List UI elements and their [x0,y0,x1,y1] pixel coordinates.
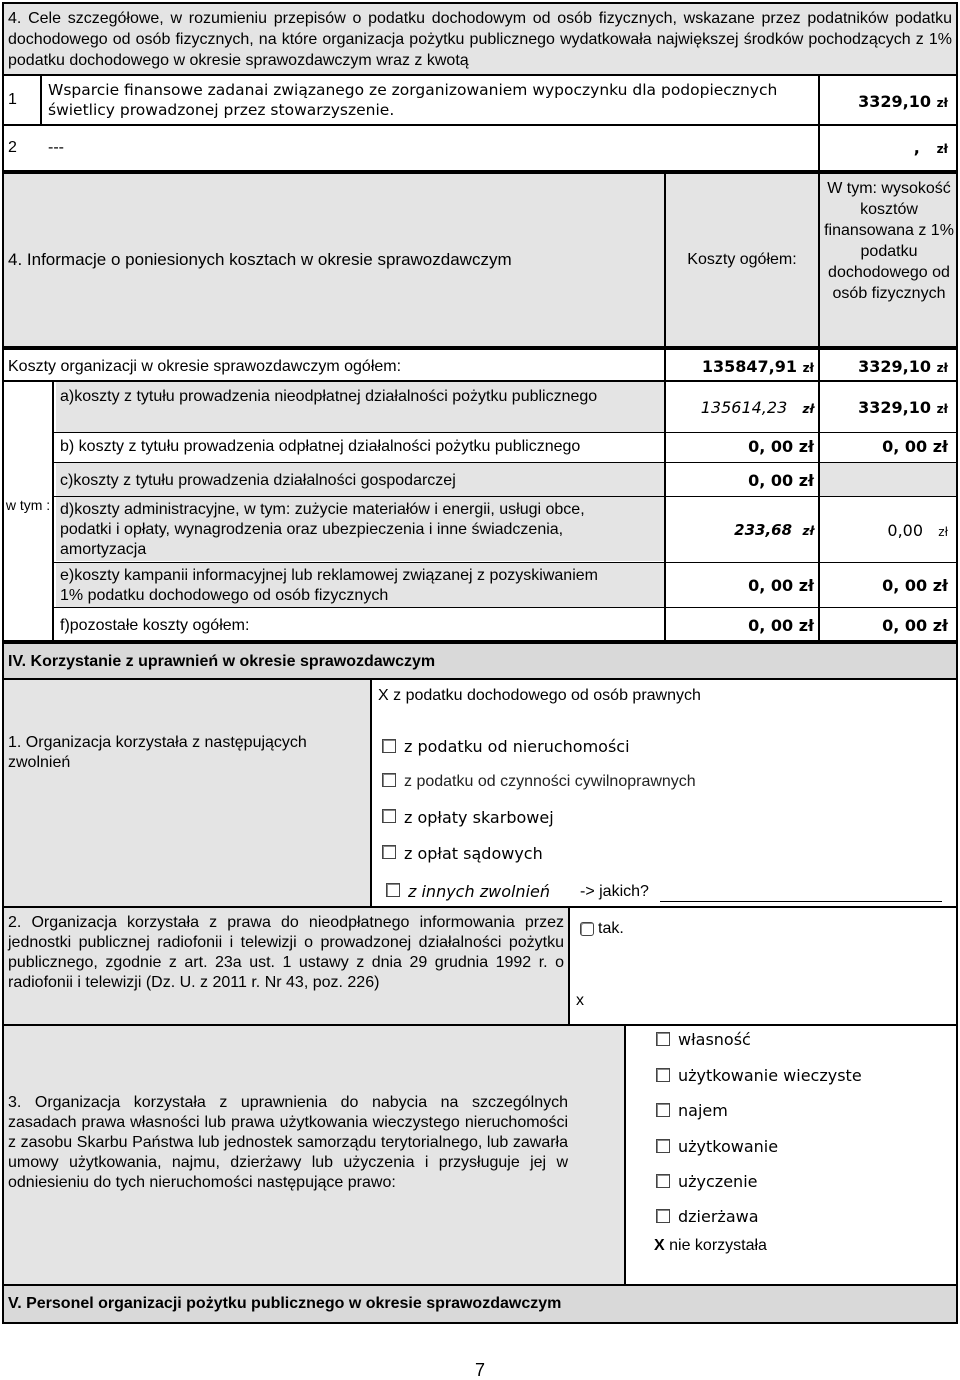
q1-checkbox-sadowe[interactable] [382,845,396,859]
cost-item-e-total: 0, 00 zł [748,576,814,595]
q1-option-pcc: z podatku od czynności cywilnoprawnych [404,773,696,790]
q2-checkbox-yes[interactable] [580,922,594,936]
costs-col-1pct: W tym: wysokość kosztów finansowana z 1% podatku dochodowego od osób fizycznych [824,180,954,302]
goal-row-1-number: 1 [8,91,17,108]
cost-item-b-1pct: 0, 00 zł [882,437,948,456]
q1-which-label: -> jakich? [580,883,649,900]
cost-item-d-total: 233,68 zł [734,521,814,539]
q1-checkbox-inne[interactable] [386,883,400,897]
costs-wtym-label: w tym : [5,497,51,513]
q1-option-sadowe: z opłat sądowych [404,844,543,863]
goal-row-2-description: --- [48,139,64,156]
cost-item-c-total: 0, 00 zł [748,471,814,490]
cost-item-b-label: b) koszty z tytułu prowadzenia odpłatnej działalności pożytku publicznego [60,438,581,455]
q1-option-inne: z innych zwolnień [408,882,550,901]
q3-option-uzytkowanie-wieczyste: użytkowanie wieczyste [678,1066,862,1085]
cost-item-d-label: d)koszty administracyjne, w tym: zużycie materiałów i energii, usługi obce, podatki i opłaty, wynagrodzenia oraz ubezpieczenia i inne świadczenia, amortyzacja [60,501,585,558]
cost-item-f-label: f)pozostałe koszty ogółem: [60,617,250,634]
q1-checkbox-pcc[interactable] [382,773,396,787]
cost-item-b-total: 0, 00 zł [748,437,814,456]
section-iv-title: IV. Korzystanie z uprawnień w okresie sprawozdawczym [8,653,436,670]
q3-option-dzierzawa: dzierżawa [678,1207,759,1226]
page-number: 7 [474,1360,485,1380]
q1-checkbox-skarbowa[interactable] [382,809,396,823]
costs-total-1pct: 3329,10 zł [858,357,948,376]
section-4-title: 4. Cele szczegółowe, w rozumieniu przepisów o podatku dochodowym od osób fizycznych, wskazane przez podatników podatku dochodowego od osób fizycznych, na które organizacja pożytku publicznego wydatkowała największej środków pochodzących z 1% podatku dochodowego w okresie sprawozdawczym wraz z kwotą [8,10,952,69]
cost-item-a-1pct: 3329,10 zł [858,398,948,417]
cost-item-f-1pct: 0, 00 zł [882,616,948,635]
cost-item-e-1pct: 0, 00 zł [882,576,948,595]
q2-option-yes: tak. [598,920,624,937]
q2-mark-no: x [576,992,584,1009]
section-v-title: V. Personel organizacji pożytku publicznego w okresie sprawozdawczym [8,1295,562,1312]
goal-row-2-amount: , zł [913,138,948,157]
goal-row-2-number: 2 [8,139,17,156]
q3-checkbox-dzierzawa[interactable] [656,1209,670,1223]
q2-label: 2. Organizacja korzystała z prawa do nieodpłatnego informowania przez jednostki publicznej radiofonii i telewizji o prowadzonej działalności pożytku publicznego, zgodnie z art. 23a ust. 1 ustawy z dnia 29 grudnia 1992 r. o radiofonii i telewizji (Dz. U. z 2011 r. Nr 43, poz. 226) [8,914,564,991]
cost-item-c-label: c)koszty z tytułu prowadzenia działalności gospodarczej [60,472,456,489]
q3-option-uzytkowanie: użytkowanie [678,1137,779,1156]
costs-col-total: Koszty ogółem: [687,251,797,268]
q3-option-none: X nie korzystała [654,1237,767,1254]
cost-item-a-total: 135614,23 zł [700,398,814,417]
q3-option-uzyczenie: użyczenie [678,1172,758,1191]
q1-label: 1. Organizacja korzystała z następujących zwolnień [8,734,307,771]
q3-option-najem: najem [678,1101,728,1120]
cost-item-f-total: 0, 00 zł [748,616,814,635]
q3-checkbox-najem[interactable] [656,1103,670,1117]
q1-option-nieruchomosci: z podatku od nieruchomości [404,737,630,756]
q3-option-wlasnosc: własność [678,1030,751,1049]
costs-title: 4. Informacje o poniesionych kosztach w okresie sprawozdawczym [8,250,512,269]
q3-option-none-mark: X [654,1237,665,1254]
q3-label: 3. Organizacja korzystała z uprawnienia do nabycia na szczególnych zasadach prawa własności lub prawa użytkowania wieczystego nieruchomości z zasobu Skarbu Państwa lub jednostek samorządu terytorialnego, lub zawarła umowy użytkowania, najmu, dzierżawy lub użyczenia i przysługuje jej w odniesieniu do tych nieruchomości następujące prawo: [8,1094,568,1191]
goal-row-1-description: Wsparcie finansowe zadanai związanego ze zorganizowaniem wypoczynku dla podopiecznych świetlicy prowadzonej przez stowarzyszenie. [48,81,778,119]
q3-checkbox-uzyczenie[interactable] [656,1174,670,1188]
cost-item-e-label: e)koszty kampanii informacyjnej lub reklamowej związanej z pozyskiwaniem 1% podatku dochodowego od osób fizycznych [60,567,598,604]
goal-row-2 [2,124,958,172]
goal-row-1-amount: 3329,10 zł [858,92,948,111]
cost-item-d-1pct: 0,00 zł [887,521,948,540]
costs-total-label: Koszty organizacji w okresie sprawozdawczym ogółem: [8,358,402,375]
costs-total-amount: 135847,91 zł [701,357,814,376]
q1-which-field[interactable] [660,901,942,902]
q1-checkbox-nieruchomosci[interactable] [382,739,396,753]
q1-option-skarbowa: z opłaty skarbowej [404,808,554,827]
q3-checkbox-wlasnosc[interactable] [656,1032,670,1046]
q3-checkbox-uzytkowanie[interactable] [656,1139,670,1153]
cost-item-a-label: a)koszty z tytułu prowadzenia nieodpłatnej działalności pożytku publicznego [60,388,598,405]
cost-item-c-1pct-cell [820,463,956,496]
q3-checkbox-uzytkowanie-wieczyste[interactable] [656,1068,670,1082]
q1-checked-option: X z podatku dochodowego od osób prawnych [378,687,701,704]
